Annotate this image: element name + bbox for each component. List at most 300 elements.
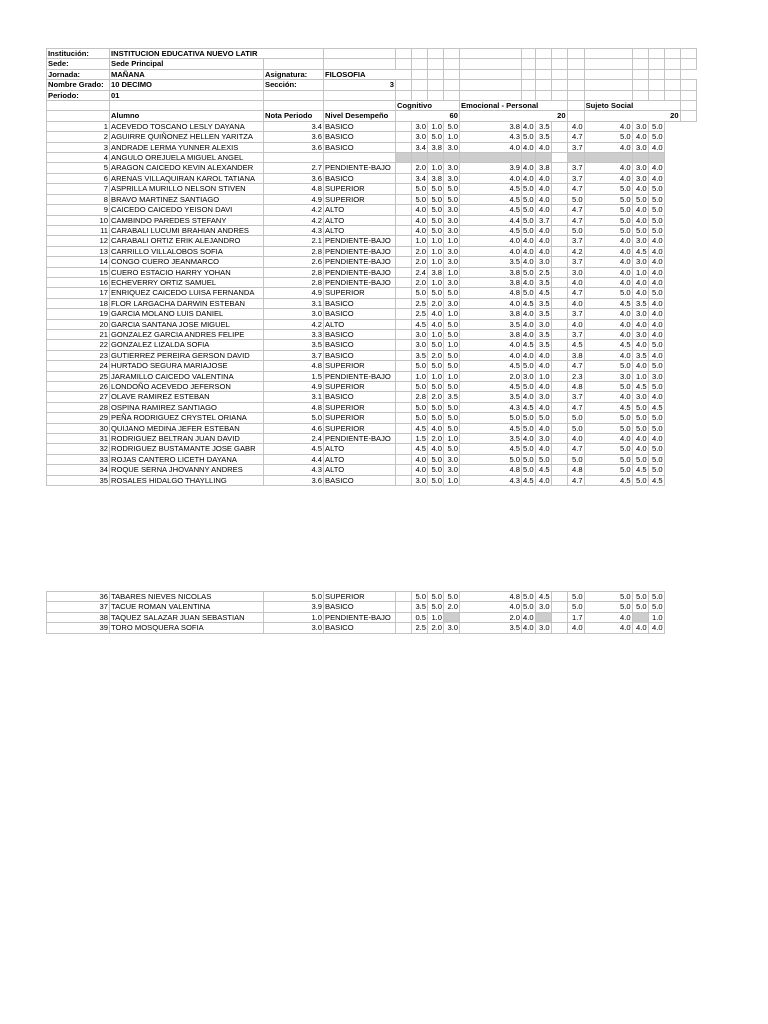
social-score: 4.0 bbox=[584, 267, 632, 277]
cognitivo-score: 2.8 bbox=[412, 392, 428, 402]
emocional-score: 4.3 bbox=[460, 132, 522, 142]
social-score: 5.0 bbox=[632, 402, 648, 412]
emocional-score: 3.8 bbox=[535, 163, 551, 173]
emocional-score: 4.0 bbox=[535, 444, 551, 454]
social-score: 4.0 bbox=[648, 142, 664, 152]
emocional-score: 3.8 bbox=[460, 121, 522, 131]
column-header-row bbox=[47, 111, 697, 121]
social-score: 5.0 bbox=[584, 382, 632, 392]
student-number: 16 bbox=[47, 277, 110, 287]
grades-sheet bbox=[46, 48, 697, 486]
grades-sheet-continued bbox=[46, 591, 697, 634]
spacer-cell bbox=[551, 465, 567, 475]
cognitivo-score: 3.0 bbox=[444, 163, 460, 173]
student-name: TORO MOSQUERA SOFIA bbox=[110, 623, 264, 633]
student-name: ROSALES HIDALGO THAYLLING bbox=[110, 475, 264, 485]
emocional-score: 2.0 bbox=[460, 371, 522, 381]
emocional-score: 5.0 bbox=[523, 602, 534, 612]
emocional-score: 4.5 bbox=[460, 225, 522, 235]
emocional-score: 4.0 bbox=[460, 350, 522, 360]
cognitivo-score: 3.4 bbox=[412, 173, 428, 183]
nivel-desempeno bbox=[324, 153, 396, 163]
emocional-score: 4.5 bbox=[460, 184, 522, 194]
nivel-desempeno: SUPERIOR bbox=[324, 382, 396, 392]
nivel-desempeno: BASICO bbox=[324, 392, 396, 402]
social-score: 4.0 bbox=[584, 173, 632, 183]
social-score: 4.0 bbox=[648, 163, 664, 173]
social-score: 4.5 bbox=[567, 340, 584, 350]
emocional-score bbox=[535, 612, 551, 622]
social-score: 5.0 bbox=[584, 225, 632, 235]
spacer-cell bbox=[396, 309, 412, 319]
social-score: 5.0 bbox=[648, 454, 664, 464]
social-score: 2.3 bbox=[567, 371, 584, 381]
social-score: 4.7 bbox=[567, 205, 584, 215]
spacer-cell bbox=[396, 153, 412, 163]
emocional-score: 3.9 bbox=[460, 163, 522, 173]
cognitivo-score: 4.0 bbox=[428, 423, 444, 433]
emocional-score: 4.0 bbox=[460, 602, 522, 612]
student-name: ACEVEDO TOSCANO LESLY DAYANA bbox=[110, 121, 264, 131]
social-score: 5.0 bbox=[648, 413, 664, 423]
spacer-cell bbox=[396, 454, 412, 464]
nota-periodo: 4.9 bbox=[264, 288, 324, 298]
social-score: 3.0 bbox=[567, 267, 584, 277]
nivel-desempeno: BASICO bbox=[324, 173, 396, 183]
social-score: 4.0 bbox=[584, 246, 632, 256]
social-score: 4.0 bbox=[584, 121, 632, 131]
emocional-score: 5.0 bbox=[523, 225, 534, 235]
social-score bbox=[632, 153, 648, 163]
student-name: ARENAS VILLAQUIRAN KAROL TATIANA bbox=[110, 173, 264, 183]
spacer-cell bbox=[396, 205, 412, 215]
cognitivo-score: 1.0 bbox=[444, 340, 460, 350]
cognitivo-score: 1.0 bbox=[428, 236, 444, 246]
student-number: 30 bbox=[47, 423, 110, 433]
cognitivo-score: 1.0 bbox=[428, 257, 444, 267]
student-row bbox=[47, 350, 697, 360]
emocional-score: 4.5 bbox=[523, 402, 534, 412]
student-number: 22 bbox=[47, 340, 110, 350]
student-name: AGUIRRE QUIÑONEZ HELLEN YARITZA bbox=[110, 132, 264, 142]
emocional-score: 4.0 bbox=[523, 277, 534, 287]
grado-label: Nombre Grado: bbox=[47, 80, 110, 90]
institucion-value: INSTITUCION EDUCATIVA NUEVO LATIR bbox=[110, 49, 324, 59]
social-score: 4.0 bbox=[648, 350, 664, 360]
nivel-desempeno: PENDIENTE-BAJO bbox=[324, 163, 396, 173]
social-score: 5.0 bbox=[567, 225, 584, 235]
spacer-cell bbox=[551, 309, 567, 319]
social-score: 3.0 bbox=[632, 163, 648, 173]
spacer-cell bbox=[551, 215, 567, 225]
student-name: CAICEDO CAICEDO YEISON DAVI bbox=[110, 205, 264, 215]
jornada-label: Jornada: bbox=[47, 69, 110, 79]
cognitivo-score: 3.0 bbox=[444, 215, 460, 225]
nota-periodo: 5.0 bbox=[264, 592, 324, 602]
cognitivo-score: 3.8 bbox=[428, 142, 444, 152]
student-number: 19 bbox=[47, 309, 110, 319]
cognitivo-score: 5.0 bbox=[428, 184, 444, 194]
spacer-cell bbox=[396, 121, 412, 131]
social-score: 5.0 bbox=[584, 454, 632, 464]
cognitivo-score: 1.0 bbox=[428, 371, 444, 381]
social-score: 4.0 bbox=[632, 205, 648, 215]
social-score: 1.0 bbox=[632, 267, 648, 277]
jornada-value: MAÑANA bbox=[110, 69, 264, 79]
cognitivo-score: 5.0 bbox=[444, 194, 460, 204]
nota-periodo: 4.8 bbox=[264, 184, 324, 194]
social-score: 5.0 bbox=[648, 444, 664, 454]
student-row bbox=[47, 340, 697, 350]
cognitivo-score: 5.0 bbox=[428, 413, 444, 423]
emocional-score: 3.8 bbox=[460, 309, 522, 319]
student-row bbox=[47, 215, 697, 225]
student-row bbox=[47, 475, 697, 485]
social-score: 5.0 bbox=[584, 194, 632, 204]
emocional-score: 4.0 bbox=[523, 246, 534, 256]
social-score: 4.0 bbox=[584, 612, 632, 622]
spacer-cell bbox=[396, 371, 412, 381]
emocional-score: 4.5 bbox=[535, 465, 551, 475]
spacer-cell bbox=[551, 194, 567, 204]
student-number: 13 bbox=[47, 246, 110, 256]
emocional-score: 5.0 bbox=[523, 205, 534, 215]
student-name: BRAVO MARTINEZ SANTIAGO bbox=[110, 194, 264, 204]
student-number: 20 bbox=[47, 319, 110, 329]
student-row bbox=[47, 288, 697, 298]
student-row bbox=[47, 465, 697, 475]
social-score: 4.0 bbox=[632, 340, 648, 350]
emocional-score: 4.0 bbox=[460, 236, 522, 246]
spacer-cell bbox=[396, 592, 412, 602]
emocional-score: 3.5 bbox=[460, 319, 522, 329]
cognitivo-score: 5.0 bbox=[412, 194, 428, 204]
social-score: 5.0 bbox=[567, 602, 584, 612]
student-row bbox=[47, 309, 697, 319]
student-row bbox=[47, 382, 697, 392]
student-row bbox=[47, 592, 697, 602]
nota-periodo: 4.2 bbox=[264, 215, 324, 225]
student-row bbox=[47, 423, 697, 433]
spacer-cell bbox=[551, 319, 567, 329]
nivel-desempeno: ALTO bbox=[324, 215, 396, 225]
social-score: 3.0 bbox=[632, 142, 648, 152]
social-score: 5.0 bbox=[584, 184, 632, 194]
student-row bbox=[47, 277, 697, 287]
emocional-score: 3.5 bbox=[460, 434, 522, 444]
student-number: 37 bbox=[47, 602, 110, 612]
social-score: 4.2 bbox=[567, 246, 584, 256]
emocional-score: 4.8 bbox=[460, 288, 522, 298]
emocional-score: 4.0 bbox=[535, 236, 551, 246]
cognitivo-score: 2.5 bbox=[412, 298, 428, 308]
social-score: 4.0 bbox=[632, 277, 648, 287]
nota-periodo: 2.8 bbox=[264, 277, 324, 287]
spacer-cell bbox=[396, 361, 412, 371]
emocional-score: 3.5 bbox=[460, 623, 522, 633]
group-row bbox=[47, 101, 697, 111]
student-name: ARAGON CAICEDO KEVIN ALEXANDER bbox=[110, 163, 264, 173]
emocional-score: 4.5 bbox=[535, 592, 551, 602]
nivel-desempeno: SUPERIOR bbox=[324, 288, 396, 298]
cognitivo-score: 5.0 bbox=[428, 288, 444, 298]
nivel-desempeno: PENDIENTE-BAJO bbox=[324, 246, 396, 256]
emocional-score: 4.0 bbox=[535, 205, 551, 215]
cognitivo-score: 3.0 bbox=[412, 340, 428, 350]
cognitivo-score: 3.0 bbox=[444, 257, 460, 267]
student-number: 35 bbox=[47, 475, 110, 485]
social-score: 3.7 bbox=[567, 257, 584, 267]
institucion-label: Institución: bbox=[47, 49, 110, 59]
nota-periodo: 2.1 bbox=[264, 236, 324, 246]
spacer-cell bbox=[551, 602, 567, 612]
cognitivo-score: 1.0 bbox=[428, 277, 444, 287]
spacer-cell bbox=[396, 602, 412, 612]
social-score: 5.0 bbox=[632, 194, 648, 204]
social-score: 4.0 bbox=[648, 329, 664, 339]
spacer-cell bbox=[396, 277, 412, 287]
student-number: 39 bbox=[47, 623, 110, 633]
spacer-cell bbox=[396, 246, 412, 256]
nota-periodo: 3.9 bbox=[264, 602, 324, 612]
social-score: 5.0 bbox=[632, 454, 648, 464]
cognitivo-score: 5.0 bbox=[412, 592, 428, 602]
social-score: 5.0 bbox=[648, 602, 664, 612]
nota-periodo: 3.0 bbox=[264, 309, 324, 319]
social-score: 5.0 bbox=[632, 423, 648, 433]
student-number: 1 bbox=[47, 121, 110, 131]
spacer-cell bbox=[551, 423, 567, 433]
emocional-score: 4.0 bbox=[523, 309, 534, 319]
emocional-weight: 20 bbox=[460, 111, 568, 121]
cognitivo-score: 5.0 bbox=[444, 184, 460, 194]
nivel-desempeno: SUPERIOR bbox=[324, 423, 396, 433]
nivel-desempeno: ALTO bbox=[324, 319, 396, 329]
cognitivo-score: 5.0 bbox=[428, 465, 444, 475]
student-number: 5 bbox=[47, 163, 110, 173]
cognitivo-score: 5.0 bbox=[428, 382, 444, 392]
student-row bbox=[47, 444, 697, 454]
cognitivo-score: 2.0 bbox=[412, 246, 428, 256]
cognitivo-score: 2.5 bbox=[412, 623, 428, 633]
social-score: 4.0 bbox=[632, 132, 648, 142]
social-score: 5.0 bbox=[584, 413, 632, 423]
nivel-desempeno: PENDIENTE-BAJO bbox=[324, 612, 396, 622]
social-score: 3.0 bbox=[632, 173, 648, 183]
nivel-desempeno: SUPERIOR bbox=[324, 194, 396, 204]
nivel-desempeno: PENDIENTE-BAJO bbox=[324, 371, 396, 381]
student-name: GARCIA MOLANO LUIS DANIEL bbox=[110, 309, 264, 319]
cognitivo-score: 2.0 bbox=[428, 434, 444, 444]
emocional-score: 3.0 bbox=[535, 319, 551, 329]
student-number: 9 bbox=[47, 205, 110, 215]
cognitivo-score: 0.5 bbox=[412, 612, 428, 622]
student-name: QUIJANO MEDINA JEFER ESTEBAN bbox=[110, 423, 264, 433]
social-score: 5.0 bbox=[648, 465, 664, 475]
student-row bbox=[47, 392, 697, 402]
student-name: HURTADO SEGURA MARIAJOSE bbox=[110, 361, 264, 371]
nivel-desempeno: BASICO bbox=[324, 340, 396, 350]
social-score: 4.0 bbox=[567, 121, 584, 131]
student-number: 17 bbox=[47, 288, 110, 298]
nota-periodo: 4.3 bbox=[264, 225, 324, 235]
emocional-score: 3.0 bbox=[535, 602, 551, 612]
spacer-cell bbox=[396, 382, 412, 392]
social-score: 5.0 bbox=[584, 444, 632, 454]
spacer-cell bbox=[396, 257, 412, 267]
nota-periodo: 2.4 bbox=[264, 434, 324, 444]
social-score: 4.0 bbox=[648, 267, 664, 277]
emocional-score: 4.5 bbox=[523, 340, 534, 350]
nota-periodo: 4.2 bbox=[264, 205, 324, 215]
emocional-score: 3.5 bbox=[535, 298, 551, 308]
social-score: 3.7 bbox=[567, 142, 584, 152]
emocional-score: 3.5 bbox=[535, 121, 551, 131]
emocional-score: 4.0 bbox=[535, 142, 551, 152]
spacer-cell bbox=[551, 267, 567, 277]
social-score: 4.5 bbox=[648, 475, 664, 485]
social-score: 5.0 bbox=[632, 413, 648, 423]
student-row bbox=[47, 371, 697, 381]
student-number: 21 bbox=[47, 329, 110, 339]
nota-periodo: 5.0 bbox=[264, 413, 324, 423]
nota-periodo: 3.6 bbox=[264, 142, 324, 152]
cognitivo-score bbox=[428, 153, 444, 163]
nivel-desempeno: ALTO bbox=[324, 205, 396, 215]
nota-periodo: 4.5 bbox=[264, 444, 324, 454]
social-score: 4.5 bbox=[584, 402, 632, 412]
spacer-cell bbox=[551, 454, 567, 464]
cognitivo-score: 5.0 bbox=[444, 592, 460, 602]
cognitivo-score: 4.0 bbox=[428, 319, 444, 329]
nota-periodo: 4.8 bbox=[264, 361, 324, 371]
student-row bbox=[47, 267, 697, 277]
emocional-score: 4.5 bbox=[460, 205, 522, 215]
cognitivo-score: 4.5 bbox=[412, 319, 428, 329]
student-number: 11 bbox=[47, 225, 110, 235]
cognitivo-score: 1.0 bbox=[444, 309, 460, 319]
spacer-cell bbox=[396, 392, 412, 402]
student-name: ROQUE SERNA JHOVANNY ANDRES bbox=[110, 465, 264, 475]
periodo-label: Periodo: bbox=[47, 90, 110, 100]
spacer-cell bbox=[551, 392, 567, 402]
emocional-score: 5.0 bbox=[523, 194, 534, 204]
emocional-score: 5.0 bbox=[523, 454, 534, 464]
student-row bbox=[47, 454, 697, 464]
emocional-score: 4.0 bbox=[535, 225, 551, 235]
student-row bbox=[47, 246, 697, 256]
spacer-cell bbox=[396, 612, 412, 622]
social-score: 4.0 bbox=[567, 319, 584, 329]
social-weight: 20 bbox=[584, 111, 680, 121]
emocional-score: 2.5 bbox=[535, 267, 551, 277]
spacer-cell bbox=[396, 402, 412, 412]
cognitivo-score: 2.0 bbox=[428, 350, 444, 360]
student-name: CONGO CUERO JEANMARCO bbox=[110, 257, 264, 267]
nota-periodo: 2.8 bbox=[264, 267, 324, 277]
emocional-score: 4.0 bbox=[535, 350, 551, 360]
cognitivo-score: 5.0 bbox=[428, 361, 444, 371]
cognitivo-score: 3.0 bbox=[412, 132, 428, 142]
social-score: 4.5 bbox=[584, 475, 632, 485]
spacer-cell bbox=[396, 434, 412, 444]
cognitivo-score: 1.0 bbox=[428, 163, 444, 173]
cognitivo-score: 3.0 bbox=[444, 623, 460, 633]
social-score: 5.0 bbox=[648, 340, 664, 350]
social-score: 3.7 bbox=[567, 173, 584, 183]
emocional-score: 4.0 bbox=[523, 612, 534, 622]
social-score: 5.0 bbox=[584, 602, 632, 612]
social-score: 3.0 bbox=[584, 371, 632, 381]
social-score: 4.0 bbox=[632, 215, 648, 225]
cognitivo-score: 3.0 bbox=[444, 298, 460, 308]
social-score: 5.0 bbox=[648, 423, 664, 433]
emocional-score: 4.0 bbox=[535, 173, 551, 183]
emocional-score: 4.3 bbox=[460, 475, 522, 485]
student-name: ECHEVERRY ORTIZ SAMUEL bbox=[110, 277, 264, 287]
cognitivo-score: 4.0 bbox=[412, 454, 428, 464]
social-score: 5.0 bbox=[648, 361, 664, 371]
nivel-desempeno: PENDIENTE-BAJO bbox=[324, 434, 396, 444]
cognitivo-score: 5.0 bbox=[444, 444, 460, 454]
social-score: 4.0 bbox=[632, 444, 648, 454]
student-row bbox=[47, 319, 697, 329]
seccion-value: 3 bbox=[324, 80, 396, 90]
student-name: JARAMILLO CAICEDO VALENTINA bbox=[110, 371, 264, 381]
student-name: CARABALI LUCUMI BRAHIAN ANDRES bbox=[110, 225, 264, 235]
nivel-desempeno: BASICO bbox=[324, 602, 396, 612]
student-number: 12 bbox=[47, 236, 110, 246]
nivel-desempeno: ALTO bbox=[324, 465, 396, 475]
spacer-cell bbox=[551, 246, 567, 256]
social-score: 4.0 bbox=[648, 392, 664, 402]
social-score: 3.7 bbox=[567, 236, 584, 246]
student-row bbox=[47, 205, 697, 215]
cognitivo-score: 5.0 bbox=[428, 475, 444, 485]
cognitivo-score: 1.0 bbox=[444, 434, 460, 444]
cognitivo-score: 1.0 bbox=[412, 236, 428, 246]
cognitivo-score: 4.0 bbox=[428, 444, 444, 454]
social-score: 3.8 bbox=[567, 350, 584, 360]
nota-periodo: 3.5 bbox=[264, 340, 324, 350]
spacer-cell bbox=[551, 623, 567, 633]
student-row bbox=[47, 402, 697, 412]
social-score: 4.0 bbox=[584, 623, 632, 633]
emocional-score: 3.8 bbox=[460, 329, 522, 339]
student-name: ANGULO OREJUELA MIGUEL ANGEL bbox=[110, 153, 264, 163]
emocional-score: 4.0 bbox=[460, 173, 522, 183]
cognitivo-score: 5.0 bbox=[444, 402, 460, 412]
student-number: 27 bbox=[47, 392, 110, 402]
nota-periodo: 3.3 bbox=[264, 329, 324, 339]
spacer-cell bbox=[551, 413, 567, 423]
spacer-cell bbox=[551, 225, 567, 235]
spacer-cell bbox=[551, 350, 567, 360]
cognitivo-score: 5.0 bbox=[428, 340, 444, 350]
social-score: 5.0 bbox=[567, 194, 584, 204]
spacer-cell bbox=[551, 382, 567, 392]
emocional-score bbox=[460, 153, 522, 163]
nivel-desempeno: PENDIENTE-BAJO bbox=[324, 267, 396, 277]
cognitivo-score: 4.5 bbox=[412, 444, 428, 454]
spacer-cell bbox=[396, 329, 412, 339]
student-number: 6 bbox=[47, 173, 110, 183]
nivel-desempeno: SUPERIOR bbox=[324, 361, 396, 371]
emocional-score: 4.5 bbox=[523, 475, 534, 485]
social-score: 4.0 bbox=[567, 623, 584, 633]
cognitivo-score: 3.4 bbox=[412, 142, 428, 152]
cognitivo-score: 2.5 bbox=[412, 309, 428, 319]
